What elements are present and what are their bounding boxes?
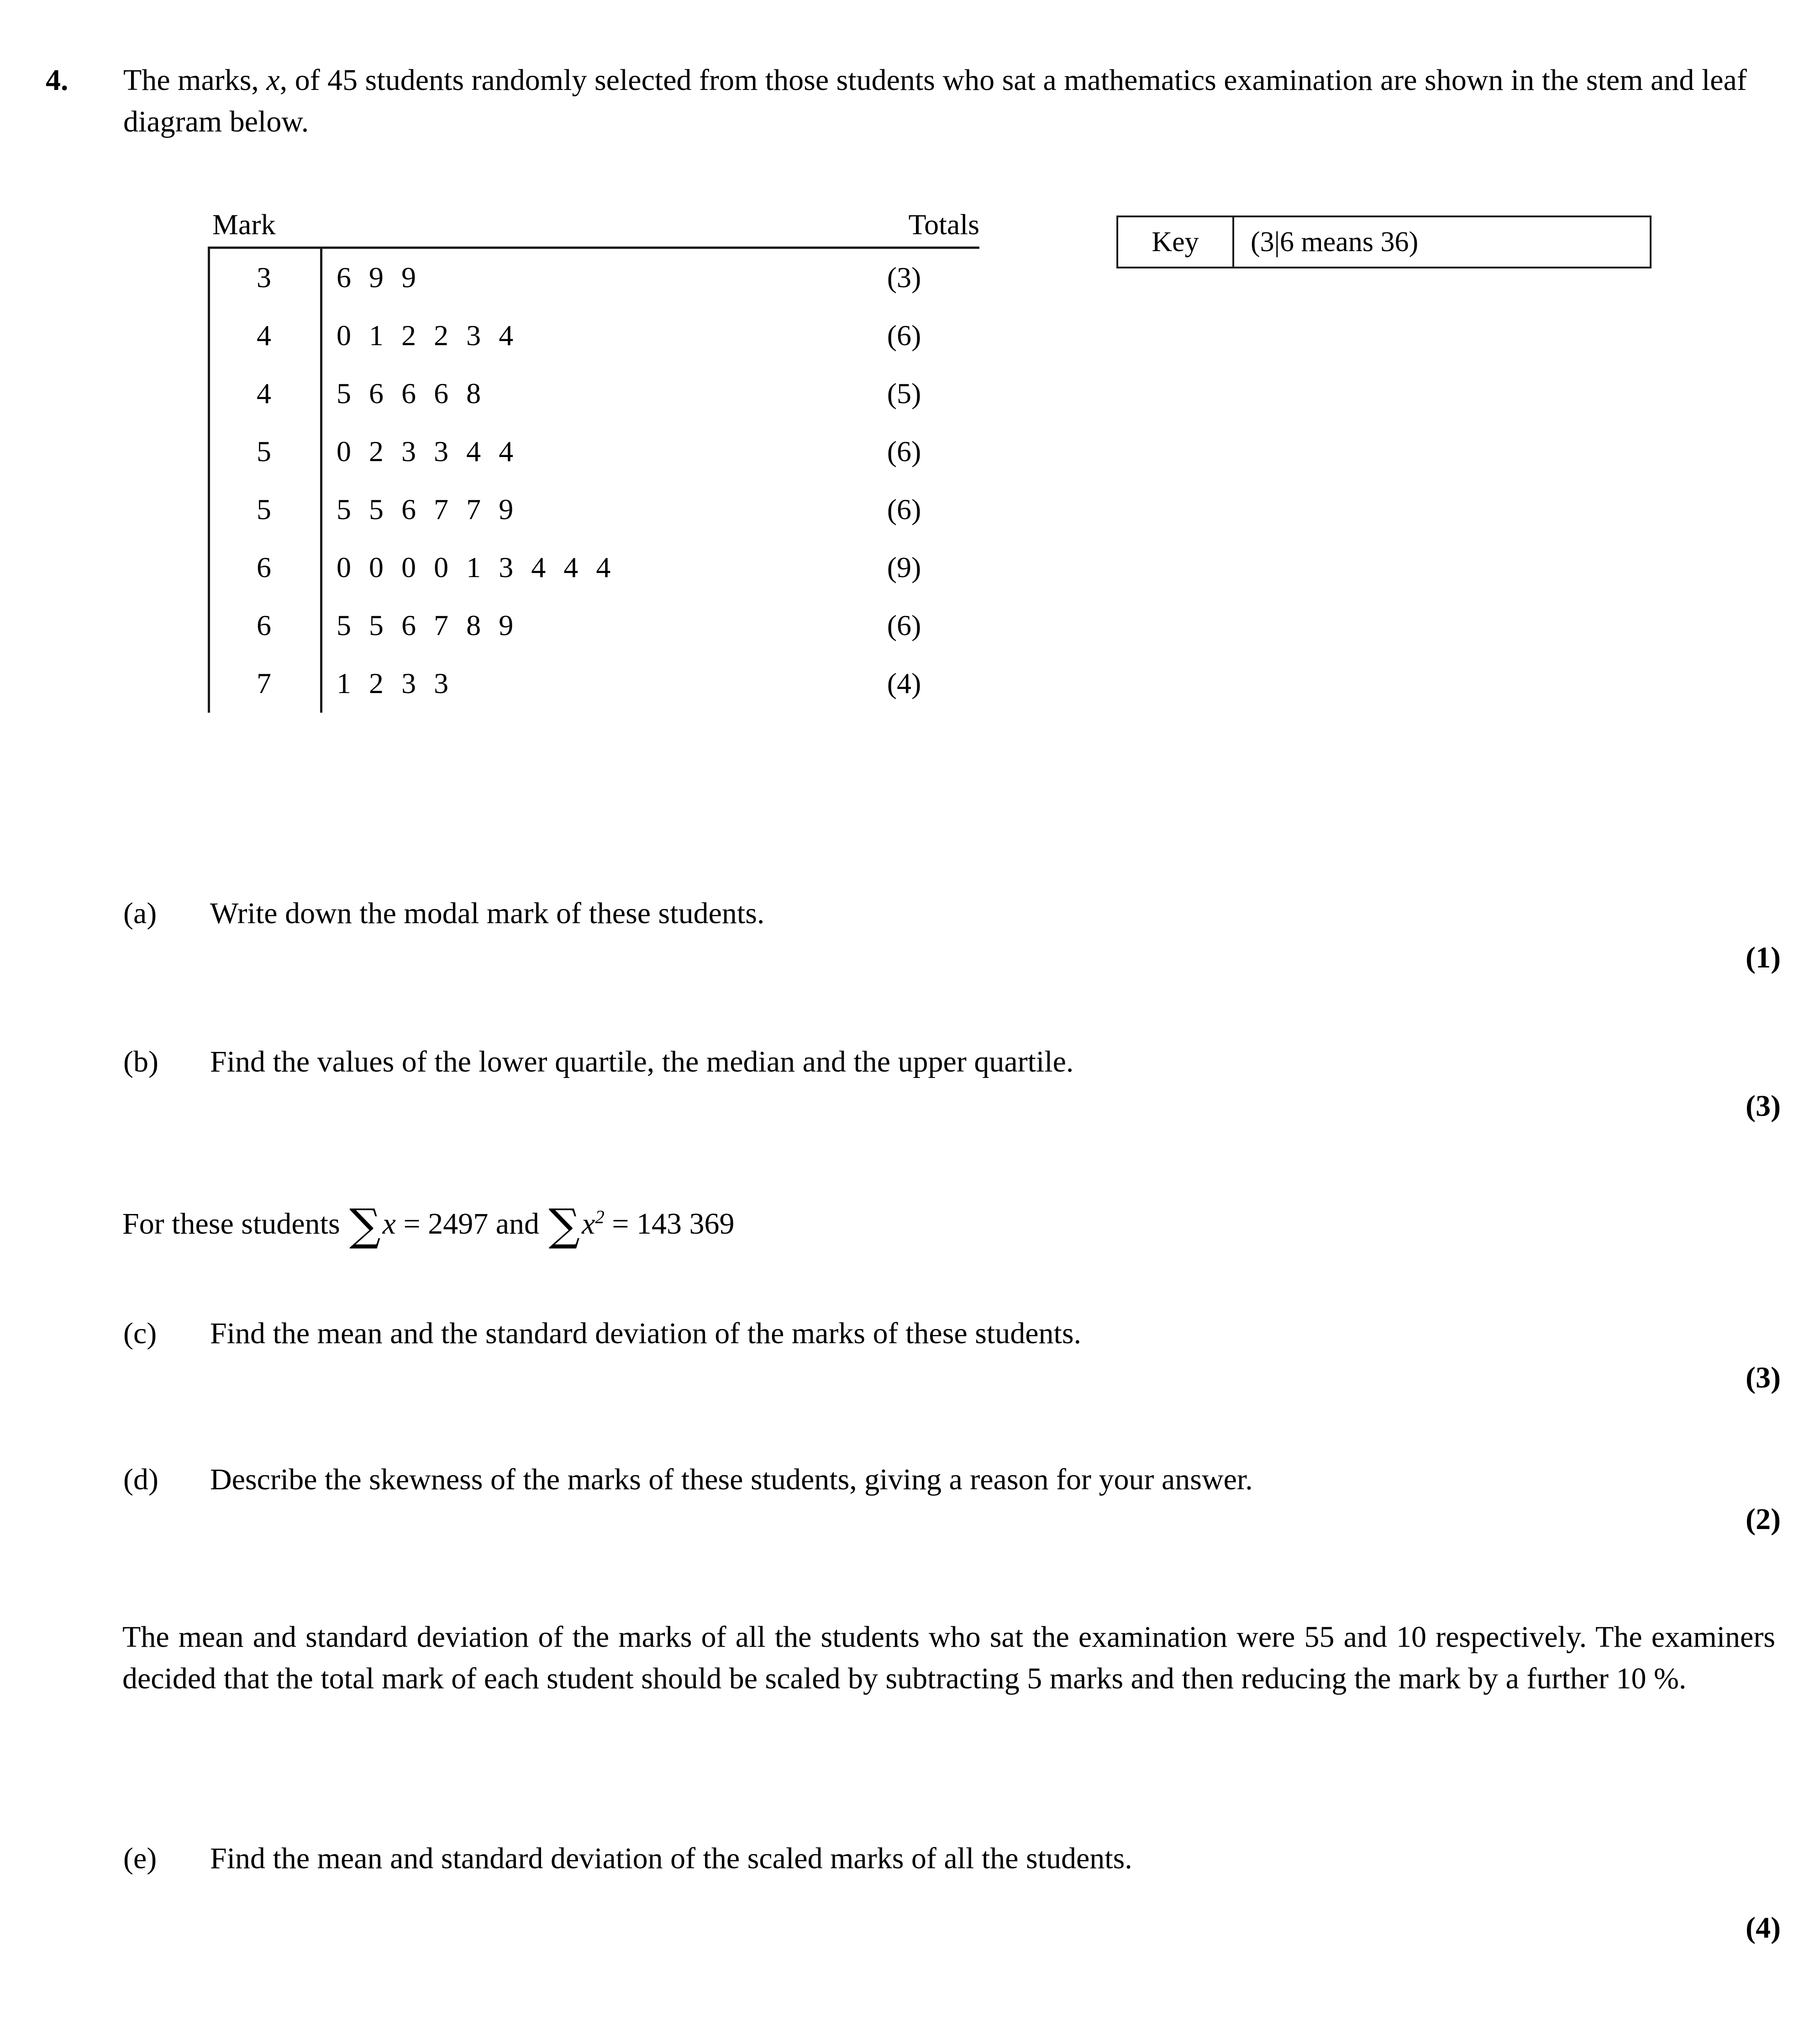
row-total: (9) bbox=[887, 551, 921, 583]
table-row bbox=[208, 307, 979, 365]
question-stem-part2: , of 45 students randomly selected from those students who sat a mathematics examination are shown in the stem and leaf diagram below. bbox=[123, 63, 1747, 139]
table-row bbox=[208, 365, 979, 423]
stem-value: 4 bbox=[257, 319, 271, 352]
stem-leaf-outer-vertical-rule bbox=[208, 249, 210, 713]
question-part-d bbox=[123, 1459, 1776, 1500]
summation-exponent-two: 2 bbox=[595, 1207, 605, 1227]
stem-value: 5 bbox=[257, 493, 271, 526]
part-d-text: Describe the skewness of the marks of these students, giving a reason for your answer. bbox=[210, 1463, 1253, 1496]
key-value: (3|6 means 36) bbox=[1251, 226, 1419, 258]
table-row bbox=[208, 655, 979, 713]
leaf-values: 5 5 6 7 7 9 bbox=[337, 493, 519, 526]
part-d-label: (d) bbox=[123, 1463, 158, 1496]
stem-value: 6 bbox=[257, 551, 271, 583]
leaf-values: 0 0 0 0 1 3 4 4 4 bbox=[337, 551, 616, 583]
stem-leaf-header-mark: Mark bbox=[212, 208, 276, 241]
stem-leaf-header-totals: Totals bbox=[908, 208, 979, 241]
stem-leaf-header bbox=[208, 210, 979, 247]
stem-value: 5 bbox=[257, 435, 271, 468]
question-part-c bbox=[123, 1313, 1776, 1354]
sigma-icon: ∑ bbox=[349, 1199, 381, 1251]
question-part-a bbox=[123, 893, 1776, 934]
row-total: (3) bbox=[887, 261, 921, 294]
part-c-marks: (3) bbox=[1746, 1361, 1781, 1394]
question-stem bbox=[46, 59, 1781, 142]
table-row bbox=[208, 249, 979, 307]
stem-value: 4 bbox=[257, 377, 271, 410]
summation-lead: For these students bbox=[122, 1207, 348, 1240]
table-row bbox=[208, 481, 979, 539]
row-total: (6) bbox=[887, 435, 921, 468]
summation-variable-x-squared: x bbox=[582, 1207, 595, 1240]
part-a-label: (a) bbox=[123, 897, 157, 930]
part-a-text: Write down the modal mark of these students. bbox=[210, 897, 765, 930]
question-part-e bbox=[123, 1838, 1776, 1879]
leaf-values: 5 5 6 7 8 9 bbox=[337, 609, 519, 641]
part-e-marks: (4) bbox=[1746, 1911, 1781, 1944]
leaf-values: 0 2 3 3 4 4 bbox=[337, 435, 519, 468]
key-box bbox=[1116, 215, 1652, 268]
question-variable-x: x bbox=[266, 63, 280, 97]
part-b-label: (b) bbox=[123, 1045, 158, 1078]
table-row bbox=[208, 539, 979, 597]
row-total: (4) bbox=[887, 667, 921, 699]
row-total: (6) bbox=[887, 493, 921, 526]
summation-equals-sum-x-squared: = 143 369 bbox=[604, 1207, 735, 1240]
part-b-text: Find the values of the lower quartile, the median and the upper quartile. bbox=[210, 1045, 1074, 1078]
key-label: Key bbox=[1118, 217, 1234, 267]
part-a-marks: (1) bbox=[1746, 941, 1781, 974]
question-stem-part1: The marks, bbox=[123, 63, 267, 97]
question-number: 4. bbox=[46, 63, 68, 97]
leaf-values: 1 2 3 3 bbox=[337, 667, 454, 699]
leaf-values: 6 9 9 bbox=[337, 261, 421, 294]
row-total: (6) bbox=[887, 319, 921, 352]
summation-line bbox=[122, 1199, 1775, 1251]
stem-value: 6 bbox=[257, 609, 271, 641]
stem-value: 7 bbox=[257, 667, 271, 699]
scaling-paragraph: The mean and standard deviation of the marks of all the students who sat the examination were 55 and 10 respectively. The examiners decided that the total mark of each student should be scaled by subtracting 5 marks and then reducing the mark by a further 10 %. bbox=[122, 1620, 1775, 1696]
summation-equals-sum-x: = 2497 and bbox=[395, 1207, 547, 1240]
stem-value: 3 bbox=[257, 261, 271, 294]
question-part-b bbox=[123, 1041, 1776, 1083]
stem-leaf-body bbox=[208, 249, 979, 713]
leaf-values: 5 6 6 6 8 bbox=[337, 377, 486, 410]
table-row bbox=[208, 423, 979, 481]
stem-and-leaf-diagram bbox=[208, 210, 984, 713]
leaf-values: 0 1 2 2 3 4 bbox=[337, 319, 519, 352]
part-d-marks: (2) bbox=[1746, 1503, 1781, 1536]
row-total: (6) bbox=[887, 609, 921, 641]
part-c-label: (c) bbox=[123, 1317, 157, 1350]
sigma-icon: ∑ bbox=[548, 1199, 580, 1251]
stem-leaf-inner-vertical-rule bbox=[320, 249, 322, 713]
summation-variable-x: x bbox=[382, 1207, 396, 1240]
table-row bbox=[208, 597, 979, 655]
question-stem-text bbox=[123, 59, 1772, 142]
part-e-label: (e) bbox=[123, 1842, 157, 1875]
row-total: (5) bbox=[887, 377, 921, 410]
part-b-marks: (3) bbox=[1746, 1089, 1781, 1123]
part-e-text: Find the mean and standard deviation of the scaled marks of all the students. bbox=[210, 1842, 1132, 1875]
part-c-text: Find the mean and the standard deviation of the marks of these students. bbox=[210, 1317, 1082, 1350]
